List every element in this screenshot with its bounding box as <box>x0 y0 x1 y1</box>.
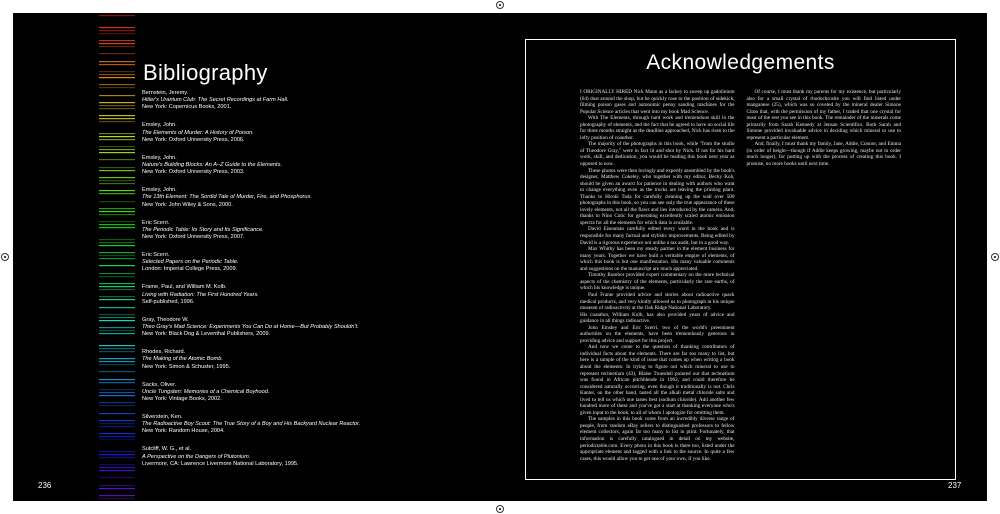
entry-author: Silverstein, Ken. <box>142 413 183 420</box>
spectrum-line <box>99 351 135 352</box>
spectrum-line <box>99 327 135 328</box>
bibliography-entry <box>142 446 382 478</box>
spectrum-line <box>99 488 135 489</box>
spectrum-line <box>99 314 135 315</box>
bibliography-title: Bibliography <box>143 60 268 85</box>
entry-title: Living with Radiation: The First Hundred Years. <box>142 291 259 298</box>
spectrum-line <box>99 464 135 465</box>
spectrum-line <box>99 61 135 62</box>
ack-paragraph: John Emsley and Eric Scerri, two of the world's preeminent authorities on the elements, have been tremendously generous in providing advice and support for this project. <box>580 324 735 344</box>
spectrum-line <box>99 467 135 468</box>
registration-mark-icon <box>991 253 999 261</box>
spectrum-line <box>99 227 135 228</box>
spectrum-line <box>99 201 135 202</box>
registration-mark-icon <box>496 505 504 513</box>
spectrum-line <box>99 64 135 65</box>
bibliography-entry <box>142 220 382 252</box>
spectrum-line <box>99 477 135 478</box>
entry-publisher: New York: Copernicus Books, 2001. <box>142 104 232 111</box>
spectrum-line <box>99 426 135 427</box>
spectrum-line <box>99 379 135 380</box>
spectrum-line <box>99 46 135 47</box>
bibliography-entry <box>142 414 382 446</box>
entry-publisher: New York: Vintage Books, 2002. <box>142 395 222 402</box>
spectrum-line <box>99 167 135 168</box>
bibliography-entry <box>142 155 382 187</box>
registration-mark-icon <box>1 253 9 261</box>
entry-title: The Periodic Table: Its Story and Its Significance. <box>142 226 264 233</box>
entry-title: The 13th Element: The Sordid Tale of Murder, Fire, and Phosphorus. <box>142 194 312 201</box>
bibliography-entry <box>142 382 382 414</box>
entry-title: The Making of the Atomic Bomb. <box>142 356 223 363</box>
bibliography-entry <box>142 284 382 316</box>
spectrum-line <box>99 133 135 134</box>
spectrum-line <box>99 105 135 106</box>
spectrum-line <box>99 211 135 212</box>
spectrum-line <box>99 214 135 215</box>
entry-publisher: Livermore, CA: Lawrence Livermore National Laboratory, 1995. <box>142 460 299 467</box>
ack-paragraph: Timothy Rumbor provided expert commentary on the more technical aspects of the chemistry of the elements, particularly the rare earths, of which his knowledge is unique. <box>580 272 735 292</box>
spectrum-line <box>99 224 135 225</box>
spectrum-line <box>99 159 135 160</box>
ack-paragraph: And now we come to the question of thanking contributors of individual facts about the elements. There are far too many to list, but here is a sample of the kind of issue that comes up when writing a book about the elements: In trying to figure out which mineral to use to represent technetium (43), Blaise Truesdell pointed out that technetium was found in African pitchblende in 1962, and could therefore be considered naturally occurring, even though it traditionally is not. Chris Kanter, on the other hand, tasted all the alkali metal chloride salts and lived to tell us which one tastes best (sodium chloride). Add another few hundred more of these and you've got a start at thanking everyone who's given input to the book, to all of whom I apologize for omitting them. <box>580 344 735 416</box>
page-number-right: 237 <box>948 481 962 490</box>
spectrum-line <box>99 239 135 240</box>
bibliography-entry <box>142 252 382 284</box>
spectrum-line <box>99 433 135 434</box>
entry-publisher: London: Imperial College Press, 2009. <box>142 266 238 273</box>
spectrum-line <box>99 221 135 222</box>
page-number-left: 236 <box>38 481 52 490</box>
spectrum-line <box>99 108 135 109</box>
spectrum-line <box>99 283 135 284</box>
entry-author: Sutcliff, W. G., et al. <box>142 446 192 453</box>
entry-publisher: New York: John Wiley & Sons, 2000. <box>142 201 233 208</box>
entry-author: Frame, Paul, and William M. Kolb. <box>142 284 227 291</box>
spectrum-line <box>99 457 135 458</box>
bibliography-entry <box>142 349 382 381</box>
ack-paragraph: The samples in this book come from an incredibly diverse range of people, from random eBay sellers to distinguished professors to fellow element collectors, again far too many to list in print. Fortunately, that information is carefully catalogued in detail on my website, periodictable.com. Every photo in this book is there too, listed under the appropriate element and tagged with a link to the source. In quite a few cases, this would allow you to get one of your own, if you like. <box>580 416 735 462</box>
entry-title: The Elements of Murder: A History of Poison. <box>142 129 254 136</box>
spectrum-line <box>99 358 135 359</box>
spectrum-line <box>99 454 135 455</box>
entry-publisher: Self-published, 1996. <box>142 298 195 305</box>
spectrum-line <box>99 152 135 153</box>
spectrum-line <box>99 102 135 103</box>
spectrum-line <box>99 364 135 365</box>
entry-author: Sacks, Oliver. <box>142 381 177 388</box>
ack-paragraph: Paul Frame provided advice and stories about radioactive quack medical products, and very kindly allowed us to photograph in his unique museum of radioactivity at the Oak Ridge National Laboratory. <box>580 291 735 312</box>
entry-title: A Perspective on the Dangers of Plutonium. <box>142 453 251 460</box>
bibliography-list <box>142 90 382 479</box>
spectrum-line <box>99 330 135 331</box>
spectrum-line <box>99 392 135 393</box>
spectrum-line <box>99 53 135 54</box>
spectrum-line <box>99 180 135 181</box>
entry-title: Theo Gray's Mad Science: Experiments You Can Do at Home—But Probably Shouldn't. <box>142 323 359 330</box>
spectrum-line <box>99 485 135 486</box>
spectrum-line <box>99 183 135 184</box>
spectrum-line <box>99 40 135 41</box>
entry-title: Hitler's Uranium Club: The Secret Recordings at Farm Hall. <box>142 97 289 104</box>
registration-mark-icon <box>496 1 504 9</box>
spectrum-line <box>99 95 135 96</box>
spectrum-line <box>99 190 135 191</box>
spectrum-line <box>99 495 135 496</box>
spectrum-line <box>99 170 135 171</box>
entry-title: The Radioactive Boy Scout: The True Story of a Boy and His Backyard Nuclear Reactor. <box>142 421 361 428</box>
ack-paragraph: With The Elements, through hard work and tremendous skill in the photography of elements, and the fact that he agreed to have no social life for three months straight as the deadline approached, Nick has risen to the lofty position of coauthor. <box>580 115 735 141</box>
spectrum-line <box>99 348 135 349</box>
spectrum-line <box>99 320 135 321</box>
spectrum-line <box>99 115 135 116</box>
entry-publisher: New York: Oxford University Press, 2007. <box>142 233 245 240</box>
spectrum-line <box>99 177 135 178</box>
spectrum-line <box>99 245 135 246</box>
spectrum-line <box>99 33 135 34</box>
acknowledgements-text <box>580 89 901 469</box>
entry-author: Emsley, John. <box>142 122 177 129</box>
bibliography-entry <box>142 187 382 219</box>
spectrum-line <box>99 193 135 194</box>
spectrum-line <box>99 470 135 471</box>
entry-author: Bernstein, Jeremy. <box>142 90 189 96</box>
spectrum-line <box>99 405 135 406</box>
spectrum-line <box>99 423 135 424</box>
spectrum-line <box>99 436 135 437</box>
spectrum-line <box>99 242 135 243</box>
spectrum-line <box>99 255 135 256</box>
spectrum-line <box>99 439 135 440</box>
spectrum-line <box>99 307 135 308</box>
entry-publisher: New York: Black Dog & Leventhal Publishers, 2009. <box>142 331 271 338</box>
ack-paragraph: I ORIGINALLY HIRED Nick Mann as a lackey to sweep up gadolinium (64) dust around the shop, but he quickly rose to the position of sidekick, filming poison gases and autonomic penny sanding machines for the Popular Science articles that went into my book Mad Science. <box>580 89 735 115</box>
spectrum-line <box>99 273 135 274</box>
spectrum-line <box>99 420 135 421</box>
ack-paragraph: His coauthor, William Kolb, has also provided years of advice and guidance in all things radioactive. <box>580 311 735 325</box>
spectrum-line <box>99 389 135 390</box>
spectrum-line <box>99 289 135 290</box>
entry-title: Uncle Tungsten: Memories of a Chemical Boyhood. <box>142 388 270 395</box>
entry-author: Eric Scerri. <box>142 219 170 226</box>
entry-title: Nature's Building Blocks: An A–Z Guide to the Elements. <box>142 161 282 168</box>
ack-paragraph: These photos were then lovingly and expertly assembled by the book's designer, Matthew Cokeley, who together with my editor, Becky Koh, should be given an award for patience in dealing with authors who want to change everything even as the trucks are leaving the printing plant. Thanks to Hiroki Tada for carefully cleaning up the wall over 500 photographs in this book, so you can see only the true appearance of these lovely elements, not all the flaws and lies introduced by the camera. And, thanks to Nino Cutic for generating excellently scaled atomic emission spectra for all the elements for which data is available. <box>580 167 735 226</box>
emission-spectrum-strip <box>99 13 135 501</box>
bibliography-entry <box>142 122 382 154</box>
bibliography-entry <box>142 317 382 349</box>
spectrum-line <box>99 402 135 403</box>
entry-publisher: New York: Oxford University Press, 2006. <box>142 136 245 143</box>
book-spread <box>13 13 987 501</box>
spectrum-line <box>99 139 135 140</box>
spectrum-line <box>99 84 135 85</box>
spectrum-line <box>99 74 135 75</box>
spectrum-line <box>99 276 135 277</box>
entry-author: Emsley, John. <box>142 154 177 161</box>
ack-paragraph: And, finally, I must thank my family, Jane, Addie, Connor, and Emma (in order of height—though if Addie keeps growing, maybe not in order much longer), for putting up with the process of creating this book. I promise, no more books until next time. <box>746 141 901 168</box>
spectrum-line <box>99 121 135 122</box>
spectrum-line <box>99 451 135 452</box>
spectrum-line <box>99 136 135 137</box>
spectrum-line <box>99 27 135 28</box>
spectrum-line <box>99 382 135 383</box>
entry-title: Selected Papers on the Periodic Table. <box>142 259 239 266</box>
spectrum-line <box>99 265 135 266</box>
entry-author: Eric Scerri. <box>142 251 170 258</box>
ack-paragraph: Of course, I must thank my parents for my existence, but particularly also for a small crystal of rhodochrosite you will find listed under manganese (25), which was so coveted by the mineral dealer Simone Citon that, with the permission of my father, I traded that one crystal for most of the rest you see in this book. The remainder of the minerals come primarily from Sarah Kennedy at Jensan Scientifics. Both Sarah and Simone provided invaluable advice in deciding which mineral to use to represent a particular element. <box>746 89 901 141</box>
spectrum-line <box>99 413 135 414</box>
ack-paragraph: Max Whitby has been my steady partner in the element business for many years. Together we have built a veritable empire of elements, of which this book is but one manifestation. His many valuable comments and suggestions on the manuscript are much appreciated. <box>580 246 735 272</box>
entry-author: Emsley, John. <box>142 187 177 194</box>
spectrum-line <box>99 77 135 78</box>
spectrum-line <box>99 345 135 346</box>
spectrum-line <box>99 296 135 297</box>
spectrum-line <box>99 299 135 300</box>
entry-author: Rhodes, Richard. <box>142 349 186 356</box>
spectrum-line <box>99 43 135 44</box>
ack-paragraph: David Eisenman carefully edited every word in the book and is responsible for many factual and stylistic improvements. Being edited by David is a rigorous experience not unlike a tax audit, but in a good way. <box>580 226 735 246</box>
spectrum-line <box>99 286 135 287</box>
spectrum-line <box>99 87 135 88</box>
spectrum-line <box>99 30 135 31</box>
spectrum-line <box>99 208 135 209</box>
spectrum-line <box>99 71 135 72</box>
spectrum-lines <box>99 13 135 501</box>
spectrum-line <box>99 361 135 362</box>
spectrum-line <box>99 498 135 499</box>
spectrum-line <box>99 395 135 396</box>
spectrum-line <box>99 317 135 318</box>
spectrum-line <box>99 252 135 253</box>
acknowledgements-title: Acknowledgements <box>646 51 835 74</box>
spectrum-line <box>99 146 135 147</box>
entry-author: Gray, Theodore W. <box>142 316 189 323</box>
acknowledgements-frame <box>525 39 956 480</box>
entry-publisher: New York: Oxford University Press, 2003. <box>142 169 245 176</box>
entry-publisher: New York: Simon & Schuster, 1995. <box>142 363 231 370</box>
spectrum-line <box>99 371 135 372</box>
spectrum-line <box>99 118 135 119</box>
spectrum-line <box>99 333 135 334</box>
ack-paragraph: The majority of the photographs in this book, while "from the studio of Theodore Gray," were in fact lit and shot by Nick. If not for his hard work, skill, and dedication, you would be reading this book next year as opposed to now. <box>580 141 735 168</box>
entry-publisher: New York: Random House, 2004. <box>142 428 225 435</box>
spectrum-line <box>99 258 135 259</box>
bibliography-entry <box>142 90 382 122</box>
spectrum-line <box>99 149 135 150</box>
spectrum-line <box>99 15 135 16</box>
